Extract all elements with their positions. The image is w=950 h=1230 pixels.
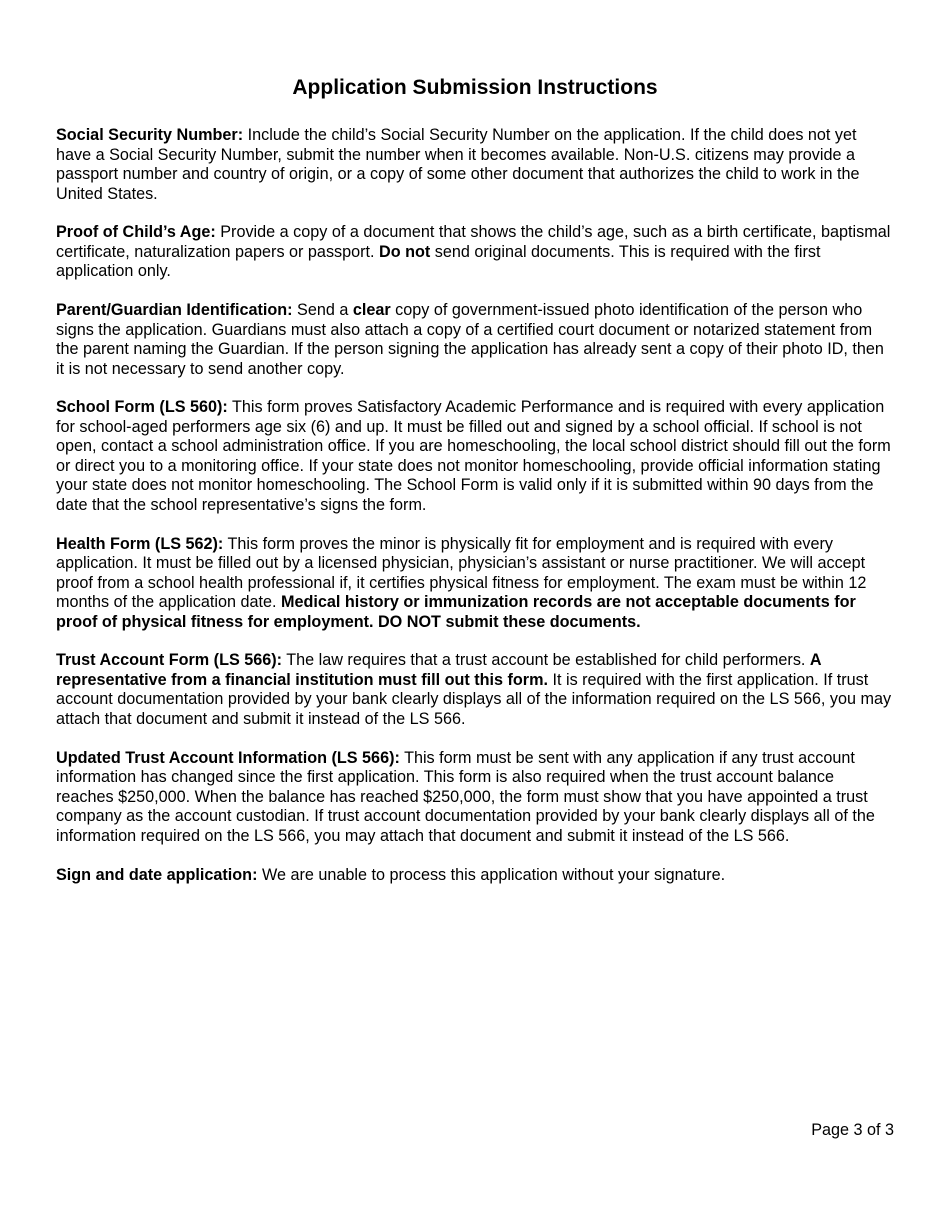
section-sign-and-date (56, 866, 896, 886)
section-heading: Parent/Guardian Identification: (56, 301, 293, 320)
section-text: send original documents. This is required with the first application only. (56, 242, 821, 281)
section-text: Send a (292, 301, 353, 320)
emphasis-text: A representative from a financial institution must fill out this form. (56, 651, 821, 689)
section-proof-of-age (56, 223, 896, 282)
section-heading: Proof of Child’s Age: (56, 223, 216, 242)
section-parent-guardian-id (56, 301, 896, 379)
section-trust-account-form (56, 651, 896, 729)
section-text: copy of government-issued photo identification of the person who signs the application. Guardians must also attach a copy of a certified court document or notarized statement from the parent naming the Guardian. If the person signing the application has already sent a copy of their photo ID, then it is not necessary to send another copy. (56, 301, 884, 378)
emphasis-text: Do not (379, 242, 431, 261)
page-title: Application Submission Instructions (292, 76, 658, 99)
section-text: This form must be sent with any application if any trust account information has changed since the first application. This form is also required when the trust account balance reaches $250,000. When the balance has reached $250,000, the form must show that you have appointed a trust company as the account custodian. If trust account documentation provided by your bank clearly displays all of the information required on the LS 566, you may attach that document and submit it instead of the LS 566. (56, 748, 875, 845)
section-heading: School Form (LS 560): (56, 398, 228, 417)
section-updated-trust-account (56, 749, 896, 847)
section-text: This form proves Satisfactory Academic Performance and is required with every application for school-aged performers age six (6) and up. It must be filled out and signed by a school official. If school is not open, contact a school administration office. If you are homeschooling, the local school district should fill out the form or direct you to a monitoring office. If your state does not monitor homeschooling, provide official information stating your state does not monitor homeschooling. The School Form is valid only if it is submitted within 90 days from the date that the school representative’s signs the form. (56, 398, 891, 514)
section-health-form (56, 535, 896, 633)
section-social-security-number (56, 126, 896, 204)
emphasis-text: clear (352, 301, 391, 320)
instructions-body (56, 126, 896, 904)
section-heading: Social Security Number: (56, 126, 244, 144)
section-text: Provide a copy of a document that shows the child’s age, such as a birth certificate, baptismal certificate, naturalization papers or passport. (56, 223, 891, 261)
section-heading: Health Form (LS 562): (56, 534, 224, 553)
emphasis-text: Medical history or immunization records are not acceptable documents for proof of physical fitness for employment. DO NOT submit these documents. (56, 593, 856, 631)
section-text: The law requires that a trust account be established for child performers. (282, 651, 810, 670)
section-text: We are unable to process this application without your signature. (257, 865, 726, 884)
page-number: Page 3 of 3 (811, 1121, 894, 1139)
section-heading: Updated Trust Account Information (LS 566): (56, 748, 400, 767)
section-heading: Trust Account Form (LS 566): (56, 651, 283, 670)
section-text: This form proves the minor is physically fit for employment and is required with every application. It must be filled out by a licensed physician, physician’s assistant or nurse practitioner. We will accept proof from a school health professional if, it certifies physical fitness for employment. The exam must be within 12 months of the application date. (56, 534, 867, 612)
section-text: It is required with the first application. If trust account documentation provided by your bank clearly displays all of the information required on the LS 566, you may attach that document and submit it instead of the LS 566. (56, 670, 892, 728)
section-text: Include the child’s Social Security Number on the application. If the child does not yet have a Social Security Number, submit the number when it becomes available. Non-U.S. citizens may provide a passport number and country of origin, or a copy of some other document that authorizes the child to work in the United States. (56, 126, 860, 203)
section-school-form (56, 398, 896, 515)
section-heading: Sign and date application: (56, 865, 258, 884)
